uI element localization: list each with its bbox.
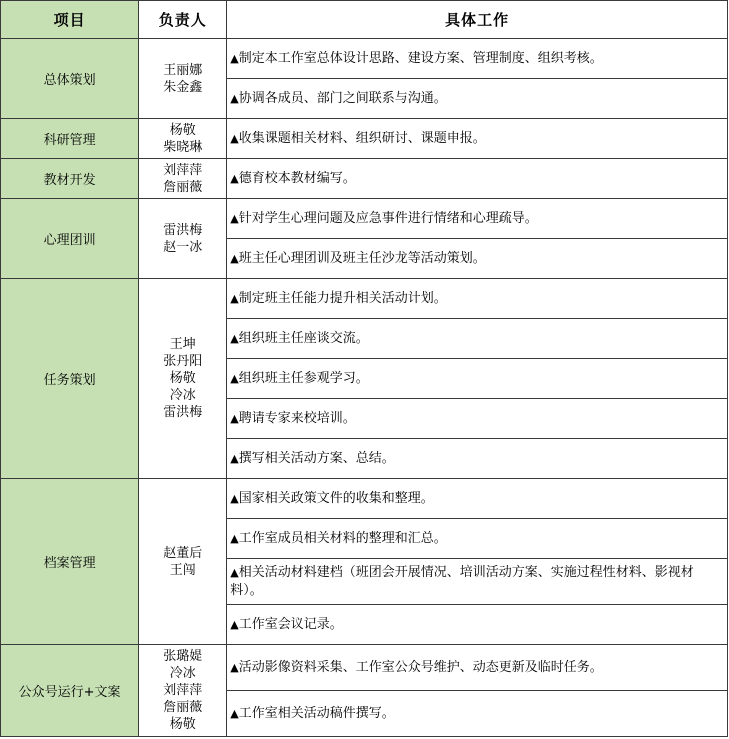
person-name: 雷洪梅 <box>163 405 203 420</box>
header-work: 具体工作 <box>227 1 728 39</box>
task-text: 活动影像资料采集、工作室公众号维护、动态更新及临时任务。 <box>238 659 603 675</box>
task-text: 德育校本教材编写。 <box>238 170 356 186</box>
person-name: 张丹阳 <box>163 354 203 369</box>
task-cell <box>227 39 728 79</box>
person-name: 冷冰 <box>169 666 196 681</box>
header-project: 项目 <box>1 1 139 39</box>
table-row <box>1 645 728 691</box>
table-row <box>1 39 728 79</box>
triangle-marker-icon: ▲ <box>230 411 239 425</box>
triangle-marker-icon: ▲ <box>230 251 239 265</box>
person-cell <box>139 645 227 737</box>
person-cell <box>139 119 227 159</box>
person-name: 詹丽薇 <box>163 179 203 195</box>
person-name: 赵一冰 <box>163 239 203 255</box>
task-text: 工作室会议记录。 <box>238 616 343 632</box>
task-cell <box>227 559 728 605</box>
task-cell <box>227 519 728 559</box>
table-row <box>1 119 728 159</box>
task-cell <box>227 239 728 279</box>
project-cell: 科研管理 <box>1 119 139 159</box>
table-row <box>1 479 728 519</box>
project-cell: 总体策划 <box>1 39 139 119</box>
triangle-marker-icon: ▲ <box>230 291 239 305</box>
project-cell: 档案管理 <box>1 479 139 645</box>
person-cell <box>139 279 227 479</box>
triangle-marker-icon: ▲ <box>230 171 239 185</box>
task-text: 相关活动材料建档（班团会开展情况、培训活动方案、实施过程性材料、影视材料）。 <box>230 564 694 598</box>
person-name: 柴晓琳 <box>163 139 203 155</box>
person-name: 杨敬 <box>169 371 196 386</box>
task-text: 国家相关政策文件的收集和整理。 <box>238 490 434 506</box>
person-cell <box>139 199 227 279</box>
project-cell: 心理团训 <box>1 199 139 279</box>
task-cell <box>227 691 728 737</box>
person-name: 冷冰 <box>169 388 196 403</box>
task-text: 撰写相关活动方案、总结。 <box>238 450 395 466</box>
person-name: 王闯 <box>169 562 196 578</box>
task-cell <box>227 159 728 199</box>
task-text: 收集课题相关材料、组织研讨、课题申报。 <box>238 130 486 146</box>
table-row <box>1 159 728 199</box>
task-text: 工作室相关活动稿件撰写。 <box>238 705 395 721</box>
project-cell: 公众号运行+文案 <box>1 645 139 737</box>
triangle-marker-icon: ▲ <box>230 211 239 225</box>
task-text: 组织班主任参观学习。 <box>238 370 369 386</box>
person-name: 王丽娜 <box>163 62 203 78</box>
task-cell <box>227 645 728 691</box>
task-cell <box>227 359 728 399</box>
task-cell <box>227 199 728 239</box>
project-cell: 教材开发 <box>1 159 139 199</box>
triangle-marker-icon: ▲ <box>230 131 239 145</box>
triangle-marker-icon: ▲ <box>230 565 239 579</box>
person-name: 刘萍萍 <box>163 683 203 698</box>
person-name: 杨敬 <box>169 717 196 732</box>
person-name: 杨敬 <box>169 122 196 138</box>
person-name: 赵董后 <box>163 545 203 561</box>
task-cell <box>227 319 728 359</box>
person-name: 詹丽薇 <box>163 700 203 715</box>
task-text: 班主任心理团训及班主任沙龙等活动策划。 <box>238 250 486 266</box>
triangle-marker-icon: ▲ <box>230 531 239 545</box>
triangle-marker-icon: ▲ <box>230 491 239 505</box>
task-cell <box>227 605 728 645</box>
task-cell <box>227 399 728 439</box>
triangle-marker-icon: ▲ <box>230 451 239 465</box>
task-text: 针对学生心理问题及应急事件进行情绪和心理疏导。 <box>238 210 538 226</box>
triangle-marker-icon: ▲ <box>230 51 239 65</box>
table-row <box>1 279 728 319</box>
task-text: 制定本工作室总体设计思路、建设方案、管理制度、组织考核。 <box>238 50 603 66</box>
person-name: 刘萍萍 <box>163 162 203 178</box>
triangle-marker-icon: ▲ <box>230 91 239 105</box>
task-cell <box>227 279 728 319</box>
task-cell <box>227 479 728 519</box>
person-cell <box>139 159 227 199</box>
task-text: 组织班主任座谈交流。 <box>238 330 369 346</box>
person-name: 朱金鑫 <box>163 79 203 95</box>
task-text: 制定班主任能力提升相关活动计划。 <box>238 290 447 306</box>
header-row <box>1 1 728 39</box>
triangle-marker-icon: ▲ <box>230 706 239 720</box>
triangle-marker-icon: ▲ <box>230 331 239 345</box>
task-text: 聘请专家来校培训。 <box>238 410 356 426</box>
header-person: 负责人 <box>139 1 227 39</box>
task-cell <box>227 79 728 119</box>
triangle-marker-icon: ▲ <box>230 617 239 631</box>
person-name: 张璐媞 <box>163 649 203 664</box>
task-text: 协调各成员、部门之间联系与沟通。 <box>238 90 447 106</box>
task-cell <box>227 119 728 159</box>
triangle-marker-icon: ▲ <box>230 660 239 674</box>
person-name: 王坤 <box>169 337 196 352</box>
task-text: 工作室成员相关材料的整理和汇总。 <box>238 530 447 546</box>
person-name: 雷洪梅 <box>163 222 203 238</box>
person-cell <box>139 479 227 645</box>
triangle-marker-icon: ▲ <box>230 371 239 385</box>
task-cell <box>227 439 728 479</box>
project-cell: 任务策划 <box>1 279 139 479</box>
person-cell <box>139 39 227 119</box>
table-row <box>1 199 728 239</box>
